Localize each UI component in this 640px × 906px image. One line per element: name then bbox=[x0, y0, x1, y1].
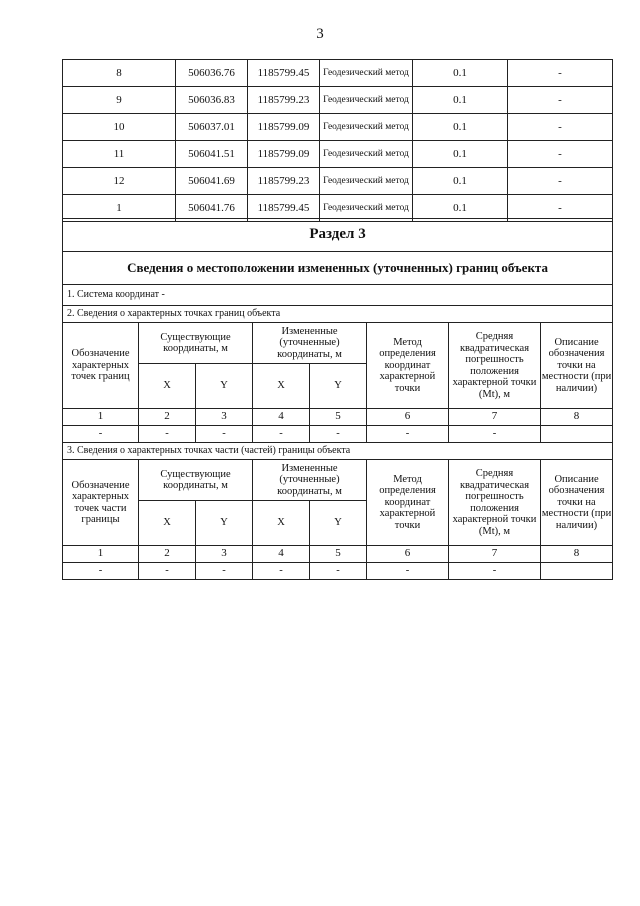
block2-label: 2. Сведения о характерных точках границ объекта bbox=[63, 306, 613, 323]
empty-cell: - bbox=[196, 426, 253, 443]
point-method: Геодезический метод bbox=[320, 195, 413, 222]
point-y: 1185799.45 bbox=[248, 195, 320, 222]
empty-cell: - bbox=[63, 426, 139, 443]
table-row bbox=[63, 60, 613, 87]
table-row bbox=[63, 114, 613, 141]
column-number: 1 bbox=[63, 546, 139, 563]
block2-label-row bbox=[63, 306, 613, 323]
column-number: 4 bbox=[253, 546, 310, 563]
table-row bbox=[63, 141, 613, 168]
point-y: 1185799.23 bbox=[248, 168, 320, 195]
header-method: Метод определения координат характерной точки bbox=[367, 460, 449, 546]
points-table-body bbox=[63, 60, 613, 222]
empty-cell: - bbox=[196, 563, 253, 580]
point-description: - bbox=[508, 195, 613, 222]
point-accuracy: 0.1 bbox=[413, 168, 508, 195]
table-row bbox=[63, 563, 613, 580]
empty-cell: - bbox=[139, 426, 196, 443]
point-y: 1185799.45 bbox=[248, 60, 320, 87]
block3-header-row bbox=[63, 460, 613, 501]
point-method: Геодезический метод bbox=[320, 168, 413, 195]
empty-cell: - bbox=[449, 426, 541, 443]
column-number: 5 bbox=[310, 409, 367, 426]
point-accuracy: 0.1 bbox=[413, 114, 508, 141]
point-method: Геодезический метод bbox=[320, 141, 413, 168]
point-method: Геодезический метод bbox=[320, 60, 413, 87]
header-y: Y bbox=[196, 364, 253, 409]
header-x: X bbox=[253, 364, 310, 409]
empty-cell: - bbox=[253, 426, 310, 443]
point-method: Геодезический метод bbox=[320, 114, 413, 141]
empty-cell: - bbox=[310, 563, 367, 580]
point-x: 506037.01 bbox=[176, 114, 248, 141]
empty-cell: - bbox=[310, 426, 367, 443]
section-title-row bbox=[63, 219, 613, 252]
block3-label: 3. Сведения о характерных точках части (частей) границы объекта bbox=[63, 443, 613, 460]
block3-numbers-row bbox=[63, 546, 613, 563]
header-existing: Существующие координаты, м bbox=[139, 323, 253, 364]
point-x: 506036.76 bbox=[176, 60, 248, 87]
block2-header-row bbox=[63, 323, 613, 364]
point-x: 506041.69 bbox=[176, 168, 248, 195]
point-number: 10 bbox=[63, 114, 176, 141]
header-changed: Измененные (уточненные) координаты, м bbox=[253, 460, 367, 501]
table-row bbox=[63, 426, 613, 443]
point-method: Геодезический метод bbox=[320, 87, 413, 114]
empty-cell: - bbox=[139, 563, 196, 580]
point-y: 1185799.09 bbox=[248, 114, 320, 141]
point-description: - bbox=[508, 60, 613, 87]
empty-cell bbox=[541, 563, 613, 580]
point-description: - bbox=[508, 114, 613, 141]
header-y: Y bbox=[310, 364, 367, 409]
column-number: 8 bbox=[541, 546, 613, 563]
point-y: 1185799.09 bbox=[248, 141, 320, 168]
column-number: 6 bbox=[367, 409, 449, 426]
point-description: - bbox=[508, 168, 613, 195]
empty-cell: - bbox=[63, 563, 139, 580]
point-number: 11 bbox=[63, 141, 176, 168]
point-x: 506041.51 bbox=[176, 141, 248, 168]
point-accuracy: 0.1 bbox=[413, 87, 508, 114]
points-table bbox=[62, 59, 613, 222]
column-number: 4 bbox=[253, 409, 310, 426]
section-heading-row bbox=[63, 252, 613, 285]
column-number: 3 bbox=[196, 546, 253, 563]
empty-cell: - bbox=[449, 563, 541, 580]
header-existing: Существующие координаты, м bbox=[139, 460, 253, 501]
page-number: 3 bbox=[316, 26, 324, 42]
header-x: X bbox=[253, 501, 310, 546]
point-x: 506041.76 bbox=[176, 195, 248, 222]
point-number: 1 bbox=[63, 195, 176, 222]
header-changed: Измененные (уточненные) координаты, м bbox=[253, 323, 367, 364]
header-accuracy: Средняя квадратическая погрешность положения характерной точки (Mt), м bbox=[449, 323, 541, 409]
section-heading: Сведения о местоположении измененных (уточненных) границ объекта bbox=[63, 252, 613, 285]
header-y: Y bbox=[310, 501, 367, 546]
point-number: 8 bbox=[63, 60, 176, 87]
header-designation: Обозначение характерных точек части границы bbox=[63, 460, 139, 546]
column-number: 5 bbox=[310, 546, 367, 563]
point-accuracy: 0.1 bbox=[413, 195, 508, 222]
table-row bbox=[63, 87, 613, 114]
empty-cell: - bbox=[253, 563, 310, 580]
point-x: 506036.83 bbox=[176, 87, 248, 114]
empty-cell: - bbox=[367, 426, 449, 443]
column-number: 7 bbox=[449, 409, 541, 426]
point-y: 1185799.23 bbox=[248, 87, 320, 114]
empty-cell bbox=[541, 426, 613, 443]
column-number: 2 bbox=[139, 546, 196, 563]
column-number: 2 bbox=[139, 409, 196, 426]
block2-numbers-row bbox=[63, 409, 613, 426]
coordinate-system: 1. Система координат - bbox=[63, 285, 613, 306]
point-number: 12 bbox=[63, 168, 176, 195]
column-number: 1 bbox=[63, 409, 139, 426]
header-description: Описание обозначения точки на местности (при наличии) bbox=[541, 323, 613, 409]
header-method: Метод определения координат характерной точки bbox=[367, 323, 449, 409]
header-designation: Обозначение характерных точек границ bbox=[63, 323, 139, 409]
column-number: 3 bbox=[196, 409, 253, 426]
point-accuracy: 0.1 bbox=[413, 60, 508, 87]
point-number: 9 bbox=[63, 87, 176, 114]
point-description: - bbox=[508, 141, 613, 168]
coordinate-system-row bbox=[63, 285, 613, 306]
column-number: 6 bbox=[367, 546, 449, 563]
header-description: Описание обозначения точки на местности (при наличии) bbox=[541, 460, 613, 546]
block3-label-row bbox=[63, 443, 613, 460]
column-number: 8 bbox=[541, 409, 613, 426]
table-row bbox=[63, 168, 613, 195]
point-accuracy: 0.1 bbox=[413, 141, 508, 168]
empty-cell: - bbox=[367, 563, 449, 580]
header-x: X bbox=[139, 501, 196, 546]
header-accuracy: Средняя квадратическая погрешность положения характерной точки (Mt), м bbox=[449, 460, 541, 546]
section3-table bbox=[62, 218, 613, 580]
column-number: 7 bbox=[449, 546, 541, 563]
header-y: Y bbox=[196, 501, 253, 546]
point-description: - bbox=[508, 87, 613, 114]
header-x: X bbox=[139, 364, 196, 409]
section-title: Раздел 3 bbox=[63, 219, 613, 252]
